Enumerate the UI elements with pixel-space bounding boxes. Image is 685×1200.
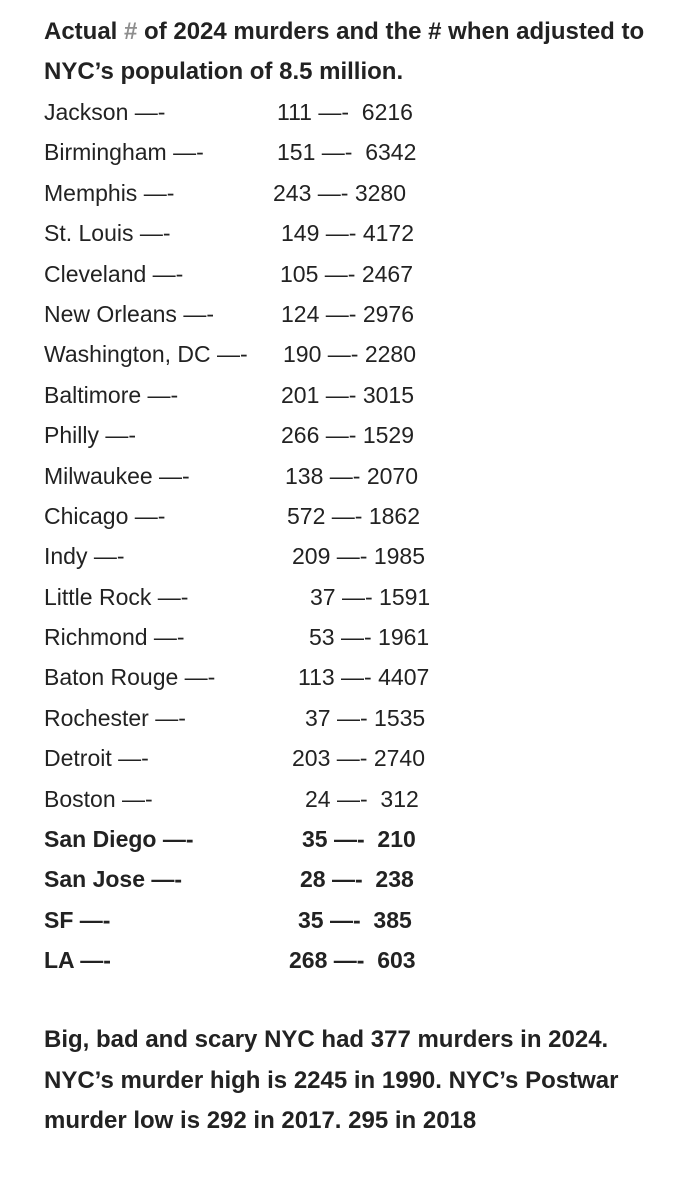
city-name: San Jose —- xyxy=(44,866,183,893)
summary-paragraph: Big, bad and scary NYC had 377 murders in 2024. NYC’s murder high is 2245 in 1990. NYC’s Postwar murder low is 292 in 2017. 295 in 2018 xyxy=(44,1026,619,1134)
city-name: Baltimore —- xyxy=(44,381,179,408)
city-name: Baton Rouge —- xyxy=(44,664,216,691)
list-item xyxy=(0,698,685,738)
murder-counts: 37 —- 1535 xyxy=(305,704,426,731)
list-item xyxy=(0,738,685,778)
murder-counts: 113 —- 4407 xyxy=(298,664,430,691)
murder-counts: 35 —- 210 xyxy=(302,826,416,853)
city-name: San Diego —- xyxy=(44,826,194,853)
murder-counts: 53 —- 1961 xyxy=(309,624,430,651)
murder-counts: 149 —- 4172 xyxy=(281,220,414,247)
murder-counts: 572 —- 1862 xyxy=(287,502,420,529)
murder-stats-list xyxy=(0,92,685,981)
list-item xyxy=(0,577,685,617)
murder-counts: 190 —- 2280 xyxy=(283,341,416,368)
murder-counts: 209 —- 1985 xyxy=(292,543,425,570)
title-text-end: of 2024 murders and the # when adjusted to NYC’s population of 8.5 million. xyxy=(44,18,645,85)
murder-counts: 266 —- 1529 xyxy=(281,422,414,449)
list-item xyxy=(0,900,685,940)
list-item xyxy=(0,92,685,132)
list-item xyxy=(0,132,685,172)
list-item xyxy=(0,213,685,253)
city-name: SF —- xyxy=(44,906,111,933)
list-item xyxy=(0,940,685,980)
murder-counts: 105 —- 2467 xyxy=(280,260,413,287)
list-item xyxy=(0,334,685,374)
list-item xyxy=(0,536,685,576)
city-name: Rochester —- xyxy=(44,704,186,731)
list-item xyxy=(0,617,685,657)
murder-counts: 35 —- 385 xyxy=(298,906,412,933)
murder-counts: 24 —- 312 xyxy=(305,785,419,812)
list-item xyxy=(0,375,685,415)
list-item xyxy=(0,294,685,334)
murder-counts: 243 —- 3280 xyxy=(273,179,406,206)
murder-counts: 203 —- 2740 xyxy=(292,745,425,772)
city-name: Detroit —- xyxy=(44,745,149,772)
murder-counts: 111 —- 6216 xyxy=(277,99,413,125)
list-item xyxy=(0,496,685,536)
title-text-start: Actual xyxy=(44,18,125,45)
city-name: Chicago —- xyxy=(44,502,166,529)
city-name: Indy —- xyxy=(44,543,125,570)
city-name: Little Rock —- xyxy=(44,583,189,610)
city-name: St. Louis —- xyxy=(44,220,171,247)
city-name: New Orleans —- xyxy=(44,300,214,327)
list-item xyxy=(0,254,685,294)
list-item xyxy=(0,657,685,697)
list-item xyxy=(0,819,685,859)
city-name: Jackson —- xyxy=(44,99,166,125)
city-name: LA —- xyxy=(44,947,111,974)
hash-symbol: # xyxy=(124,18,138,45)
murder-counts: 138 —- 2070 xyxy=(285,462,418,489)
city-name: Birmingham —- xyxy=(44,139,204,166)
city-name: Richmond —- xyxy=(44,624,185,651)
list-item xyxy=(0,779,685,819)
murder-counts: 201 —- 3015 xyxy=(281,381,414,408)
city-name: Cleveland —- xyxy=(44,260,184,287)
city-name: Washington, DC —- xyxy=(44,341,248,368)
list-item xyxy=(0,173,685,213)
murder-counts: 151 —- 6342 xyxy=(277,139,417,166)
list-item xyxy=(0,456,685,496)
city-name: Memphis —- xyxy=(44,179,175,206)
list-item xyxy=(0,415,685,455)
murder-counts: 124 —- 2976 xyxy=(281,300,414,327)
city-name: Philly —- xyxy=(44,422,137,449)
murder-counts: 28 —- 238 xyxy=(300,866,414,893)
city-name: Milwaukee —- xyxy=(44,462,190,489)
murder-counts: 37 —- 1591 xyxy=(310,583,431,610)
page-title xyxy=(44,12,664,92)
city-name: Boston —- xyxy=(44,785,153,812)
list-item xyxy=(0,859,685,899)
murder-counts: 268 —- 603 xyxy=(289,947,416,974)
